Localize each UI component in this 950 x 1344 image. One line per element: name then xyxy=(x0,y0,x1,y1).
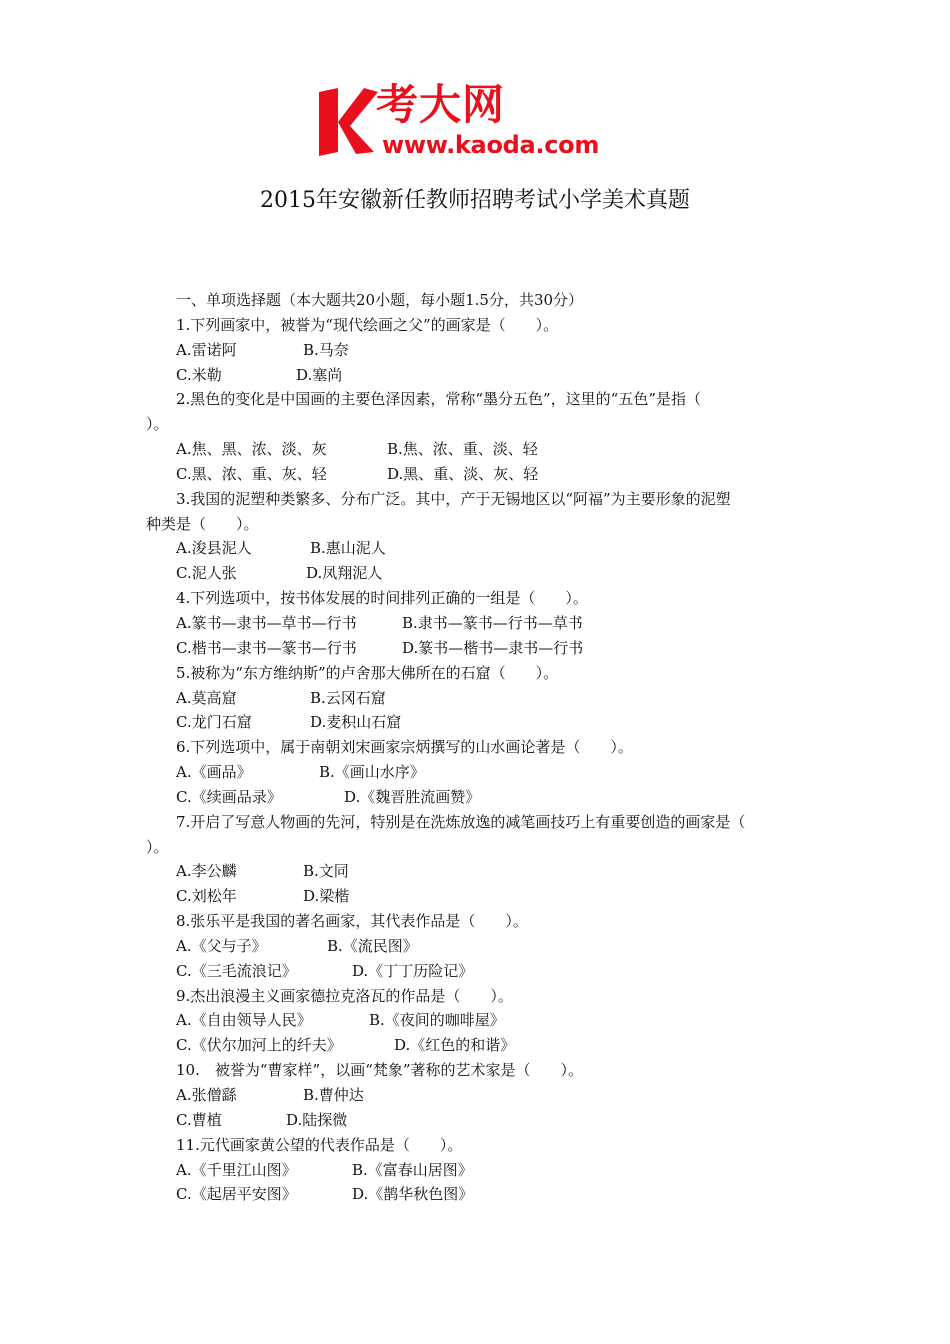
answer-option[interactable]: B.文同 xyxy=(303,862,349,881)
answer-option[interactable]: D.《魏晋胜流画赞》 xyxy=(344,787,481,806)
option-row xyxy=(146,1158,810,1183)
answer-option[interactable]: B.隶书—篆书—行书—草书 xyxy=(402,613,583,632)
question-stem: 8.张乐平是我国的著名画家，其代表作品是（ ）。 xyxy=(176,912,528,931)
option-row xyxy=(146,884,810,909)
answer-option[interactable]: A.《千里江山图》 xyxy=(176,1160,297,1179)
answer-option[interactable]: D.篆书—楷书—隶书—行书 xyxy=(402,638,584,657)
answer-option[interactable]: A.焦、黑、浓、淡、灰 xyxy=(176,440,327,459)
answer-option[interactable]: D.《鹊华秋色图》 xyxy=(352,1185,474,1204)
option-row xyxy=(146,338,810,363)
logo-name: 考大网 xyxy=(376,80,506,129)
question-stem: 6.下列选项中，属于南朝刘宋画家宗炳撰写的山水画论著是（ ）。 xyxy=(176,738,633,757)
answer-option[interactable]: A.莫高窟 xyxy=(176,688,237,707)
answer-option[interactable]: B.云冈石窟 xyxy=(310,688,386,707)
answer-option[interactable]: C.曹植 xyxy=(176,1110,222,1129)
option-row xyxy=(146,1108,810,1133)
answer-option[interactable]: C.楷书—隶书—篆书—行书 xyxy=(176,638,357,657)
option-row xyxy=(146,536,810,561)
answer-option[interactable]: B.曹仲达 xyxy=(303,1086,364,1104)
answer-option[interactable]: C.米勒 xyxy=(176,365,222,384)
question-stem-continued: 种类是（ ）。 xyxy=(146,514,259,533)
question-stem: 4.下列选项中，按书体发展的时间排列正确的一组是（ ）。 xyxy=(176,589,588,608)
option-row xyxy=(146,363,810,388)
answer-option[interactable]: B.焦、浓、重、淡、轻 xyxy=(387,440,538,459)
question-stem: 11.元代画家黄公望的代表作品是（ ）。 xyxy=(176,1135,463,1154)
answer-option[interactable]: D.《红色的和谐》 xyxy=(394,1036,516,1055)
answer-option[interactable]: C.黑、浓、重、灰、轻 xyxy=(176,464,327,483)
answer-option[interactable]: A.《父与子》 xyxy=(176,936,267,955)
answer-option[interactable]: D.凤翔泥人 xyxy=(306,564,383,583)
answer-option[interactable]: A.雷诺阿 xyxy=(176,340,237,359)
section-heading: 一、单项选择题（本大题共20小题，每小题1.5分，共30分） xyxy=(176,291,584,309)
question-stem-continued: ）。 xyxy=(146,415,169,434)
answer-option[interactable]: C.《伏尔加河上的纤夫》 xyxy=(176,1036,342,1055)
option-row xyxy=(146,1182,810,1207)
option-row xyxy=(146,959,810,984)
answer-option[interactable]: C.龙门石窟 xyxy=(176,713,252,732)
option-row xyxy=(146,760,810,785)
answer-option[interactable]: B.《富春山居图》 xyxy=(352,1160,473,1179)
answer-option[interactable]: B.马奈 xyxy=(303,340,349,359)
answer-option[interactable]: C.《续画品录》 xyxy=(176,787,282,806)
answer-option[interactable]: D.塞尚 xyxy=(296,365,343,384)
answer-option[interactable]: D.陆探微 xyxy=(286,1110,348,1129)
answer-option[interactable]: A.张僧繇 xyxy=(176,1086,237,1104)
question-stem: 5.被称为“东方维纳斯”的卢舍那大佛所在的石窟（ ）。 xyxy=(176,663,559,682)
question-stem-continued: ）。 xyxy=(146,837,169,856)
answer-option[interactable]: C.《三毛流浪记》 xyxy=(176,961,297,980)
answer-option[interactable]: C.刘松年 xyxy=(176,887,237,906)
logo-url: www.kaoda.com xyxy=(382,131,600,159)
kaoda-logo xyxy=(316,82,641,160)
answer-option[interactable]: A.李公麟 xyxy=(176,862,237,881)
option-row xyxy=(146,785,810,810)
option-row xyxy=(146,1008,810,1033)
option-row xyxy=(146,561,810,586)
option-row xyxy=(146,1033,810,1058)
answer-option[interactable]: B.《夜间的咖啡屋》 xyxy=(369,1011,505,1030)
question-stem: 7.开启了写意人物画的先河，特别是在洗炼放逸的减笔画技巧上有重要创造的画家是（ xyxy=(176,812,746,831)
answer-option[interactable]: C.泥人张 xyxy=(176,564,237,583)
answer-option[interactable]: B.《流民图》 xyxy=(327,936,418,955)
option-row xyxy=(146,462,810,487)
option-row xyxy=(146,1083,810,1108)
answer-option[interactable]: A.《自由领导人民》 xyxy=(176,1011,312,1030)
answer-option[interactable]: A.篆书—隶书—草书—行书 xyxy=(176,613,357,632)
option-row xyxy=(146,686,810,711)
answer-option[interactable]: D.《丁丁历险记》 xyxy=(352,961,474,980)
option-row xyxy=(146,611,810,636)
page-title: 2015年安徽新任教师招聘考试小学美术真题 xyxy=(260,188,690,213)
question-stem: 2.黑色的变化是中国画的主要色泽因素，常称“墨分五色”，这里的“五色”是指（ xyxy=(176,390,701,409)
question-stem: 1.下列画家中，被誉为“现代绘画之父”的画家是（ ）。 xyxy=(176,315,559,334)
answer-option[interactable]: B.惠山泥人 xyxy=(310,539,386,558)
option-row xyxy=(146,934,810,959)
question-stem: 10. 被誉为“曹家样”，以画“梵象”著称的艺术家是（ ）。 xyxy=(176,1061,584,1080)
answer-option[interactable]: D.黑、重、淡、灰、轻 xyxy=(387,464,539,483)
option-row xyxy=(146,710,810,735)
question-stem: 9.杰出浪漫主义画家德拉克洛瓦的作品是（ ）。 xyxy=(176,986,513,1005)
answer-option[interactable]: A.《画品》 xyxy=(176,763,252,782)
exam-content xyxy=(146,288,810,1207)
answer-option[interactable]: C.《起居平安图》 xyxy=(176,1185,297,1204)
answer-option[interactable]: D.梁楷 xyxy=(303,887,350,906)
option-row xyxy=(146,636,810,661)
question-stem: 3.我国的泥塑种类繁多、分布广泛。其中，产于无锡地区以“阿福”为主要形象的泥塑 xyxy=(176,489,731,508)
answer-option[interactable]: A.浚县泥人 xyxy=(176,539,252,558)
answer-option[interactable]: B.《画山水序》 xyxy=(319,763,425,782)
option-row xyxy=(146,437,810,462)
answer-option[interactable]: D.麦积山石窟 xyxy=(310,713,402,732)
option-row xyxy=(146,859,810,884)
k-mark-icon xyxy=(316,82,378,160)
